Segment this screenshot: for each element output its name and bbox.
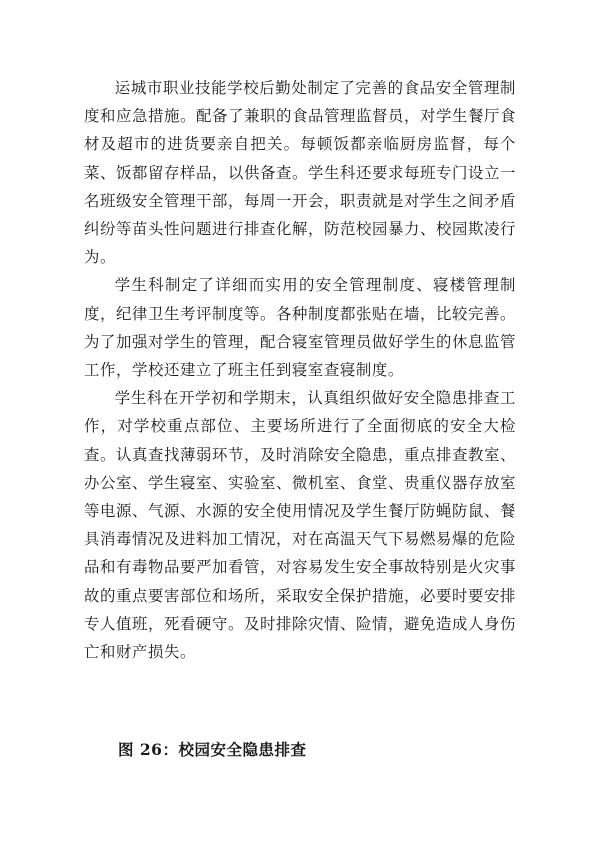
document-body xyxy=(84,74,516,666)
paragraph-student-management: 学生科制定了详细而实用的安全管理制度、寝楼管理制度，纪律卫生考评制度等。各种制度都张贴在墙，比较完善。为了加强对学生的管理，配合寝室管理员做好学生的休息监管工作，学校还建立了班主任到寝室查寝制度。 xyxy=(84,276,516,380)
paragraph-food-safety: 运城市职业技能学校后勤处制定了完善的食品安全管理制度和应急措施。配备了兼职的食品管理监督员，对学生餐厅食材及超市的进货要亲自把关。每顿饭都亲临厨房监督，每个菜、饭都留存样品，以供备查。学生科还要求每班专门设立一名班级安全管理干部，每周一开会，职责就是对学生之间矛盾纠纷等苗头性问题进行排查化解，防范校园暴力、校园欺凌行为。 xyxy=(84,79,516,267)
figure-caption: 图 26：校园安全隐患排查 xyxy=(118,740,307,759)
paragraph-hazard-inspection: 学生科在开学初和学期末，认真组织做好安全隐患排查工作，对学校重点部位、主要场所进行了全面彻底的安全大检查。认真查找薄弱环节，及时消除安全隐患，重点排查教室、办公室、学生寝室、实验室、微机室、食堂、贵重仪器存放室等电源、气源、水源的安全使用情况及学生餐厅防蝇防鼠、餐具消毒情况及进料加工情况，对在高温天气下易燃易爆的危险品和有毒物品要严加看管，对容易发生安全事故特别是火灾事故的重点要害部位和场所，采取安全保护措施，必要时要安排专人值班，死看硬守。及时排除灾情、险情，避免造成人身伤亡和财产损失。 xyxy=(84,389,516,662)
